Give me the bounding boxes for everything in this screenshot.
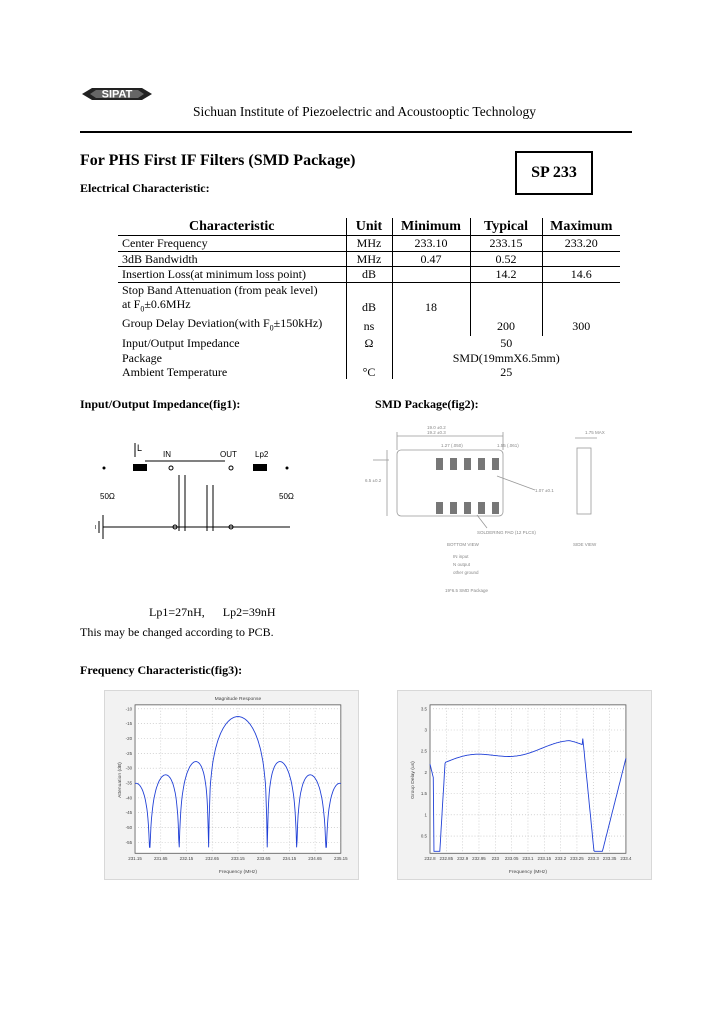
cell-typ: 0.52 <box>470 251 542 267</box>
pad-row-bottom <box>436 502 499 514</box>
cell-min: 18 <box>392 297 470 316</box>
cell-unit: ns <box>346 316 392 335</box>
legend-input: IN input <box>453 554 469 559</box>
in-label: IN <box>163 450 171 459</box>
cell-max: 233.20 <box>542 236 620 252</box>
x-axis-label: Frequency (MHz) <box>218 870 258 876</box>
cell-typ: 233.15 <box>470 236 542 252</box>
cell-name: Center Frequency <box>118 236 346 252</box>
package-caption: 19*6.5 SMD Package <box>445 588 489 593</box>
cell-min: 0.47 <box>392 251 470 267</box>
x-tick-label: 233 <box>491 856 500 862</box>
y-tick-label: 1.5 <box>420 791 428 797</box>
y-tick-label: 2.5 <box>420 748 428 754</box>
cell-name: Insertion Loss(at minimum loss point) <box>118 267 346 283</box>
fig1-heading: Input/Output Impedance(fig1): <box>80 397 241 411</box>
cell-unit <box>346 350 392 365</box>
dim-top1: 19.0 ±0.2 <box>427 425 446 430</box>
pad-row-top <box>436 458 499 470</box>
x-tick-label: 233.25 <box>570 856 584 862</box>
y-tick-label: -25 <box>125 750 133 756</box>
cell-value: 25 <box>500 365 513 380</box>
y-tick-label: 3.5 <box>420 706 428 712</box>
x-tick-label: 233.4 <box>620 856 632 862</box>
cell-max <box>542 297 620 316</box>
fig2-heading: SMD Package(fig2): <box>375 397 479 411</box>
matching-circuit-diagram <box>95 435 300 550</box>
part-number: SP 233 <box>531 164 577 181</box>
spec-table <box>118 218 620 379</box>
out-label: OUT <box>220 450 237 459</box>
lp2-inductor <box>253 464 267 471</box>
inductor-values: Lp1=27nH, Lp2=39nH <box>149 605 276 619</box>
cell-value: 50 <box>500 336 513 351</box>
x-tick-label: 233.3 <box>587 856 599 862</box>
y-tick-label: -45 <box>125 810 133 816</box>
electrical-heading: Electrical Characteristic: <box>80 181 210 195</box>
chart-title: Magnitude Response <box>214 696 262 702</box>
smd-package-drawing <box>365 420 630 600</box>
logo-text: SIPAT <box>101 88 133 101</box>
header-unit: Unit <box>346 218 392 236</box>
lp1-label: L <box>137 443 143 453</box>
lp2-label: Lp2 <box>255 450 269 459</box>
cell-max: 300 <box>572 319 591 334</box>
y-tick-label: 2 <box>424 769 428 775</box>
x-tick-label: 234.15 <box>282 856 297 862</box>
y-tick-label: -40 <box>125 795 133 801</box>
cell-unit: °C <box>346 365 392 380</box>
dim-pitch2: 1.55 (.061) <box>497 443 519 448</box>
table-row <box>118 282 620 297</box>
y-tick-label: -15 <box>125 721 133 727</box>
cell-name: 3dB Bandwidth <box>118 251 346 267</box>
cell-name: at $F_0\pm 0.6MHz$ <box>118 297 346 316</box>
cell-name: Ambient Temperature <box>118 365 346 380</box>
table-row <box>118 267 620 283</box>
legend-output: N output <box>453 562 471 567</box>
y-tick-label: -10 <box>125 706 133 712</box>
magnitude-response-chart <box>104 690 359 880</box>
cell-unit: dB <box>346 297 392 316</box>
x-tick-label: 233.65 <box>256 856 271 862</box>
cell-typ: 14.2 <box>470 267 542 283</box>
port-dot-left <box>103 467 106 470</box>
header-minimum: Minimum <box>392 218 470 236</box>
dim-pitch1: 1.27 (.050) <box>441 443 463 448</box>
y-tick-label: -50 <box>125 825 133 831</box>
load-impedance-label: 50Ω <box>279 492 294 501</box>
cell-max <box>542 251 620 267</box>
x-tick-label: 234.65 <box>308 856 322 862</box>
legend-ground: other ground <box>453 570 479 575</box>
x-tick-label: 232.95 <box>472 856 486 862</box>
sipat-logo <box>82 82 152 106</box>
x-tick-label: 235.15 <box>334 856 348 862</box>
x-tick-label: 233.15 <box>537 856 552 862</box>
group-delay-chart <box>397 690 652 880</box>
x-tick-label: 233.35 <box>602 856 617 862</box>
header-typical: Typical <box>470 218 542 236</box>
x-tick-label: 231.15 <box>128 856 142 862</box>
table-row <box>118 297 620 316</box>
lp1-inductor <box>133 464 147 471</box>
table-row <box>118 236 620 252</box>
x-axis-label: Frequency (MHz) <box>508 870 548 876</box>
dim-side: 1.75 MAX <box>585 430 605 435</box>
table-row <box>118 365 620 380</box>
x-tick-label: 232.9 <box>457 856 469 862</box>
dim-height: 6.5 ±0.2 <box>365 478 382 483</box>
dim-solder: SOLDERING PAD (12 PLCS) <box>477 530 536 535</box>
cell-unit: MHz <box>346 236 392 252</box>
side-view-label: SIDE VIEW <box>573 542 597 547</box>
x-tick-label: 232.85 <box>439 856 454 862</box>
cell-unit: Ω <box>346 336 392 351</box>
y-axis-label: Attenuation (dB) <box>118 762 124 798</box>
header-rule <box>80 131 632 133</box>
institute-name: Sichuan Institute of Piezoelectric and Acoustooptic Technology <box>193 104 536 119</box>
x-tick-label: 233.1 <box>522 856 534 862</box>
dim-top2: 19.2 ±0.3 <box>427 430 446 435</box>
x-tick-label: 232.65 <box>205 856 219 862</box>
y-axis-label: Group Delay (us) <box>411 761 417 799</box>
x-tick-label: 232.8 <box>424 856 436 862</box>
cell-unit: MHz <box>346 251 392 267</box>
cell-min: 233.10 <box>392 236 470 252</box>
x-tick-label: 233.05 <box>504 856 519 862</box>
cell-unit: dB <box>346 267 392 283</box>
cell-name: Package <box>118 350 346 365</box>
table-row <box>118 350 620 365</box>
cell-typ: 200 <box>470 316 542 335</box>
y-tick-label: -30 <box>125 765 133 771</box>
cell-max: 14.6 <box>542 267 620 283</box>
source-impedance-label: 50Ω <box>100 492 115 501</box>
table-header-row <box>118 218 620 236</box>
cell-value: SMD(19mmX6.5mm) <box>452 350 560 365</box>
table-row <box>118 316 620 335</box>
pcb-note: This may be changed according to PCB. <box>80 625 274 639</box>
table-row <box>118 336 620 351</box>
header-characteristic: Characteristic <box>118 218 346 236</box>
dim-pad: 1.07 ±0.1 <box>535 488 554 493</box>
cell-min <box>392 316 470 335</box>
x-tick-label: 232.15 <box>179 856 194 862</box>
x-tick-label: 231.65 <box>153 856 168 862</box>
table-row <box>118 251 620 267</box>
bottom-view-label: BOTTOM VIEW <box>447 542 479 547</box>
cell-name: Stop Band Attenuation (from peak level) <box>118 282 346 297</box>
part-number-box <box>515 151 593 195</box>
fig3-heading: Frequency Characteristic(fig3): <box>80 663 243 677</box>
cell-typ <box>470 297 542 316</box>
x-tick-label: 233.15 <box>231 856 245 862</box>
y-tick-label: 0.5 <box>420 833 428 839</box>
cell-name: Group Delay Deviation(with $F_0\pm 150kHz$) <box>118 316 346 335</box>
port-dot-right <box>286 467 289 470</box>
cell-name: Input/Output Impedance <box>118 336 346 351</box>
document-title: For PHS First IF Filters (SMD Package) <box>80 152 356 169</box>
y-tick-label: 3 <box>424 727 428 733</box>
y-tick-label: -35 <box>125 780 133 786</box>
y-tick-label: -20 <box>125 735 133 741</box>
y-tick-label: -55 <box>125 839 133 845</box>
y-tick-label: 1 <box>424 812 428 818</box>
side-view-outline <box>577 448 591 514</box>
cell-min <box>392 267 470 283</box>
x-tick-label: 233.2 <box>555 856 567 862</box>
header-maximum: Maximum <box>542 218 620 236</box>
